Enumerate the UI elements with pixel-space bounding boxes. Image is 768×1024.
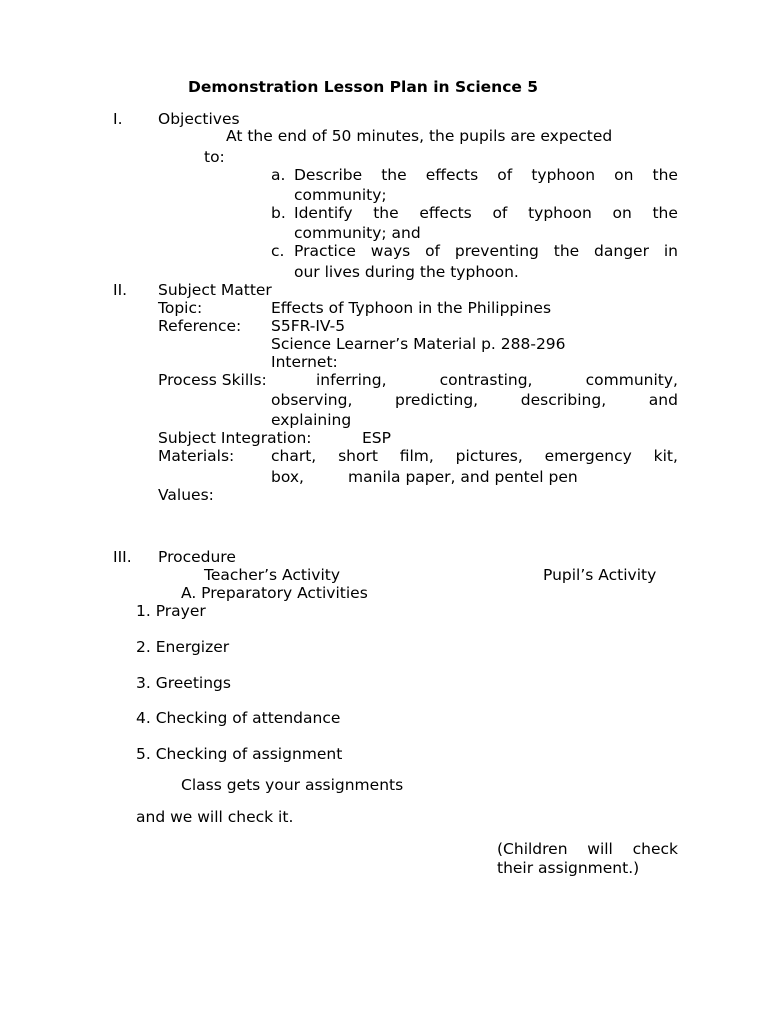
subject-integration-label: Subject Integration:	[158, 429, 312, 447]
word: the	[553, 242, 580, 260]
word: chart,	[271, 447, 317, 465]
word: of	[497, 166, 513, 184]
teacher-instruction-line1: Class gets your assignments	[181, 776, 404, 794]
word: the	[381, 166, 407, 184]
objectives-intro-line1: At the end of 50 minutes, the pupils are expected	[226, 127, 613, 145]
topic-value: Effects of Typhoon in the Philippines	[271, 299, 552, 317]
word: in	[663, 242, 678, 260]
objective-a-marker: a.	[271, 166, 286, 184]
word: community,	[585, 371, 678, 389]
word: will	[587, 840, 613, 858]
process-skills-line2	[271, 390, 678, 410]
word: inferring,	[316, 371, 387, 389]
word: describing,	[520, 391, 607, 409]
objective-a-line2: community;	[294, 186, 387, 204]
word: danger	[594, 242, 649, 260]
word: typhoon	[531, 166, 596, 184]
word: on	[612, 204, 632, 222]
process-skills-line3: explaining	[271, 411, 352, 429]
process-skills-label: Process Skills:	[158, 371, 267, 389]
word: film,	[399, 447, 434, 465]
word: contrasting,	[439, 371, 533, 389]
objectives-intro-line2: to:	[204, 148, 225, 166]
pupil-response-line1	[497, 839, 678, 859]
materials-line1	[271, 446, 678, 466]
procedure-step: 1. Prayer	[136, 602, 206, 620]
objective-b-line2: community; and	[294, 224, 421, 242]
word: of	[425, 242, 441, 260]
objective-c-line2: our lives during the typhoon.	[294, 263, 519, 281]
objective-a-line1	[294, 165, 678, 185]
objective-b-line1	[294, 203, 678, 223]
reference-line: Internet:	[271, 353, 338, 371]
word: the	[652, 166, 678, 184]
page-title: Demonstration Lesson Plan in Science 5	[188, 78, 539, 96]
word: observing,	[271, 391, 353, 409]
word: Describe	[294, 166, 363, 184]
values-label: Values:	[158, 486, 214, 504]
word: pictures,	[455, 447, 523, 465]
objective-c-marker: c.	[271, 242, 285, 260]
word: the	[373, 204, 399, 222]
reference-label: Reference:	[158, 317, 242, 335]
objective-b-marker: b.	[271, 204, 286, 222]
reference-line: Science Learner’s Material p. 288-296	[271, 335, 566, 353]
word: preventing	[454, 242, 539, 260]
word: check	[632, 840, 678, 858]
word: and	[648, 391, 678, 409]
procedure-numeral: III.	[113, 548, 132, 566]
subject-matter-numeral: II.	[113, 281, 128, 299]
word: typhoon	[528, 204, 592, 222]
word: predicting,	[395, 391, 479, 409]
word: effects	[419, 204, 472, 222]
word: (Children	[497, 840, 568, 858]
word: emergency	[544, 447, 632, 465]
teacher-instruction-line2: and we will check it.	[136, 808, 294, 826]
objective-c-line1	[294, 241, 678, 261]
objectives-heading: Objectives	[158, 110, 240, 128]
materials-line2b: manila paper, and pentel pen	[348, 468, 578, 486]
procedure-heading: Procedure	[158, 548, 236, 566]
word: Practice	[294, 242, 356, 260]
teacher-activity-column-header: Teacher’s Activity	[204, 566, 341, 584]
procedure-step: 3. Greetings	[136, 674, 231, 692]
reference-line: S5FR-IV-5	[271, 317, 346, 335]
preparatory-activities-heading: A. Preparatory Activities	[181, 584, 368, 602]
word: ways	[370, 242, 411, 260]
word: short	[338, 447, 378, 465]
procedure-step: 2. Energizer	[136, 638, 230, 656]
procedure-step: 5. Checking of assignment	[136, 745, 343, 763]
word: of	[492, 204, 508, 222]
pupil-response-line2: their assignment.)	[497, 859, 640, 877]
subject-integration-value: ESP	[362, 429, 391, 447]
word: on	[614, 166, 634, 184]
materials-line2a: box,	[271, 468, 304, 486]
subject-matter-heading: Subject Matter	[158, 281, 272, 299]
objectives-numeral: I.	[113, 110, 123, 128]
materials-label: Materials:	[158, 447, 235, 465]
word: the	[652, 204, 678, 222]
topic-label: Topic:	[158, 299, 203, 317]
word: effects	[425, 166, 479, 184]
process-skills-line1	[316, 370, 678, 390]
procedure-step: 4. Checking of attendance	[136, 709, 341, 727]
word: kit,	[653, 447, 678, 465]
pupil-activity-column-header: Pupil’s Activity	[543, 566, 657, 584]
word: Identify	[294, 204, 353, 222]
